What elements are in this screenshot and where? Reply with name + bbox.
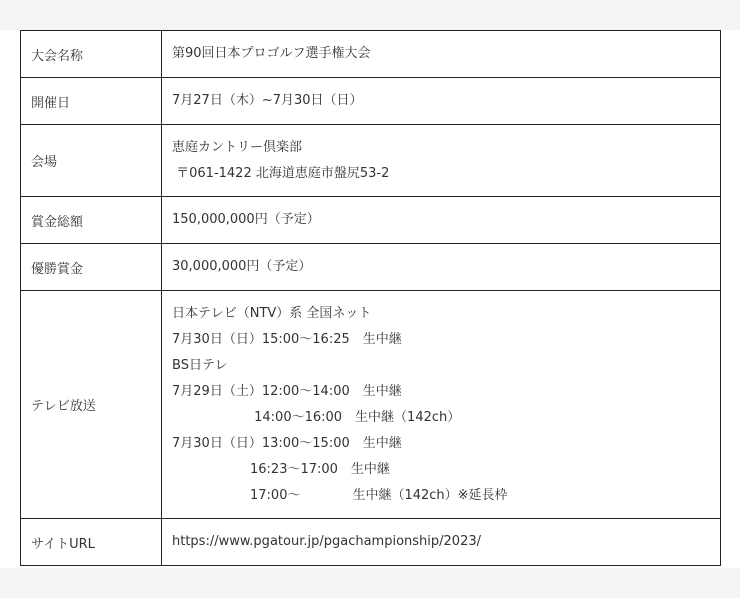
total-purse-text: 150,000,000円（予定） xyxy=(172,212,320,227)
venue-address-text: 〒061-1422 北海道恵庭市盤尻53-2 xyxy=(172,165,390,181)
venue-name-text: 恵庭カントリー倶楽部 xyxy=(172,139,303,155)
broadcast-line: 17:00〜 生中継（142ch）※延長枠 xyxy=(172,487,508,503)
broadcast-line: 7月29日（土）12:00〜14:00 生中継 xyxy=(172,383,402,399)
broadcast-line: BS日テレ xyxy=(172,357,228,373)
table-row-total-purse xyxy=(21,197,721,244)
row-value xyxy=(162,291,721,519)
table-row-tv-broadcast xyxy=(21,291,721,519)
broadcast-line: 7月30日（日）15:00〜16:25 生中継 xyxy=(172,331,402,347)
row-value xyxy=(162,31,721,78)
table-row-venue xyxy=(21,125,721,197)
row-value xyxy=(162,244,721,291)
row-label: サイトURL xyxy=(21,519,162,566)
tournament-name-text: 第90回日本プロゴルフ選手権大会 xyxy=(172,46,371,61)
broadcast-line: 16:23〜17:00 生中継 xyxy=(172,461,390,477)
row-label: 賞金総額 xyxy=(21,197,162,244)
row-value xyxy=(162,125,721,197)
row-label: 開催日 xyxy=(21,78,162,125)
table-row-dates xyxy=(21,78,721,125)
row-value xyxy=(162,197,721,244)
page-content xyxy=(0,30,740,568)
table-row-site-url xyxy=(21,519,721,566)
table-row-tournament-name xyxy=(21,31,721,78)
row-label: 会場 xyxy=(21,125,162,197)
dates-text: 7月27日（木）~7月30日（日） xyxy=(172,93,363,108)
winner-prize-text: 30,000,000円（予定） xyxy=(172,259,312,274)
table-row-winner-prize xyxy=(21,244,721,291)
broadcast-line: 14:00〜16:00 生中継（142ch） xyxy=(172,409,461,425)
row-value xyxy=(162,519,721,566)
broadcast-line: 日本テレビ（NTV）系 全国ネット xyxy=(172,305,372,321)
tournament-info-table xyxy=(20,30,721,566)
broadcast-line: 7月30日（日）13:00〜15:00 生中継 xyxy=(172,435,402,451)
row-label: テレビ放送 xyxy=(21,291,162,519)
row-label: 優勝賞金 xyxy=(21,244,162,291)
row-value xyxy=(162,78,721,125)
site-url-link[interactable]: https://www.pgatour.jp/pgachampionship/2023/ xyxy=(172,534,481,549)
row-label: 大会名称 xyxy=(21,31,162,78)
